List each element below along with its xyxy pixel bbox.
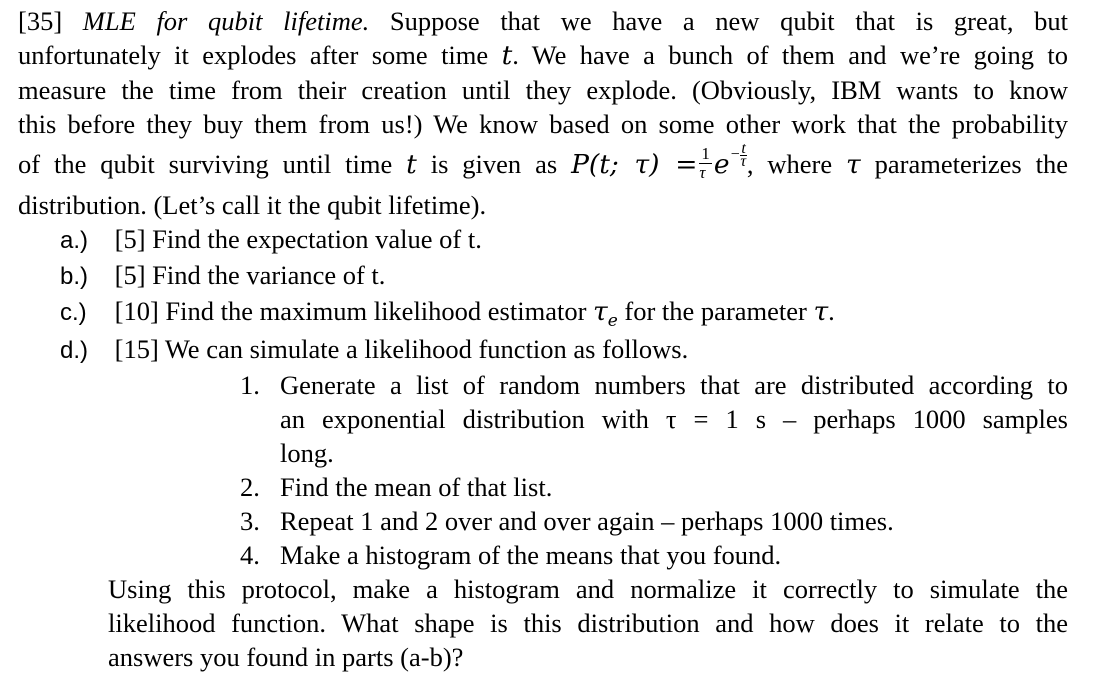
intro-line-2 [18, 38, 1068, 73]
intro-line-6: distribution. (Let’s call it the qubit lifetime). [18, 190, 487, 220]
part-label: c.) [60, 299, 87, 326]
closing-line: Using this protocol, make a histogram and normalize it correctly to simulate the [108, 574, 1068, 604]
simulation-steps [240, 368, 1068, 572]
list-item [240, 368, 1068, 470]
part-text-pre: [10] Find the maximum likelihood estimator [114, 296, 587, 326]
part-text-post: for the parameter [624, 296, 807, 326]
intro-text-5-mid: is given as [430, 149, 558, 179]
formula-denominator: τ [699, 163, 706, 183]
list-item [240, 504, 1068, 538]
parameter-tau: τ [813, 296, 829, 327]
part-c-end: . [828, 296, 835, 326]
part-label: a.) [60, 227, 89, 254]
problem-points: [35] [18, 6, 63, 36]
list-item [240, 538, 1068, 572]
step-number: 3. [240, 506, 260, 536]
problem-title: MLE for qubit lifetime. [82, 6, 370, 36]
exponent-numerator: t [741, 139, 746, 157]
exponent-denominator: τ [740, 152, 747, 170]
closing-line: likelihood function. What shape is this distribution and how does it relate to the [108, 608, 1068, 638]
part-a [18, 222, 1068, 258]
formula-e: e [713, 149, 730, 180]
exponent-fraction [740, 139, 747, 170]
variable-t-2: t [406, 149, 417, 180]
step-line: an exponential distribution with τ = 1 s – perhaps 1000 samples [280, 404, 1068, 434]
closing-line: answers you found in parts (a-b)? [108, 642, 464, 672]
intro-line-4: this before they buy them from us!) We know based on some other work that the probability [18, 109, 1068, 139]
step-number: 2. [240, 472, 260, 502]
intro-text-5-end: parameterizes the [874, 149, 1069, 179]
estimator-symbol [593, 296, 618, 331]
step-line: Generate a list of random numbers that are distributed according to [280, 370, 1068, 400]
part-text: [5] Find the variance of t. [114, 260, 386, 290]
part-b [18, 258, 1068, 294]
tau-symbol: τ [846, 149, 861, 180]
formula-lhs: P(t; τ) = [571, 149, 698, 180]
intro-line-3: measure the time from their creation until they explode. (Obviously, IBM wants to know [18, 75, 1068, 105]
formula-fraction [699, 145, 712, 182]
exponent-sign: − [729, 146, 741, 163]
part-label: b.) [60, 263, 89, 290]
intro-line-1 [18, 4, 1068, 38]
part-d [18, 332, 1068, 368]
estimator-tau: τ [593, 296, 608, 327]
intro-text-1: Suppose that we have a new qubit that is great, but [389, 6, 1068, 36]
step-number: 1. [240, 370, 260, 400]
probability-formula [571, 139, 747, 183]
intro-text-2: unfortunately it explodes after some time [18, 40, 489, 70]
part-text: [15] We can simulate a likelihood function as follows. [114, 334, 689, 364]
formula-exponent [729, 139, 747, 170]
intro-text-5: of the qubit surviving until time [18, 149, 393, 179]
closing-paragraph [108, 572, 1068, 674]
estimator-subscript: e [607, 311, 618, 331]
part-text: [5] Find the expectation value of t. [114, 224, 482, 254]
step-text: Make a histogram of the means that you found. [280, 540, 782, 570]
part-c [18, 294, 1068, 332]
step-text: Repeat 1 and 2 over and over again – perhaps 1000 times. [280, 506, 894, 536]
intro-line-5 [18, 139, 1069, 186]
list-item [240, 470, 1068, 504]
step-text [280, 368, 1068, 470]
intro-text-2-tail: . We have a bunch of them and we’re going to [512, 40, 1068, 70]
problem-document [18, 4, 1068, 674]
part-label: d.) [60, 337, 89, 364]
step-number: 4. [240, 540, 260, 570]
intro-text-5-tail: , where [746, 149, 833, 179]
step-text: Find the mean of that list. [280, 472, 553, 502]
formula-numerator: 1 [701, 144, 710, 164]
variable-t: t [501, 40, 513, 71]
step-line: long. [280, 438, 334, 468]
